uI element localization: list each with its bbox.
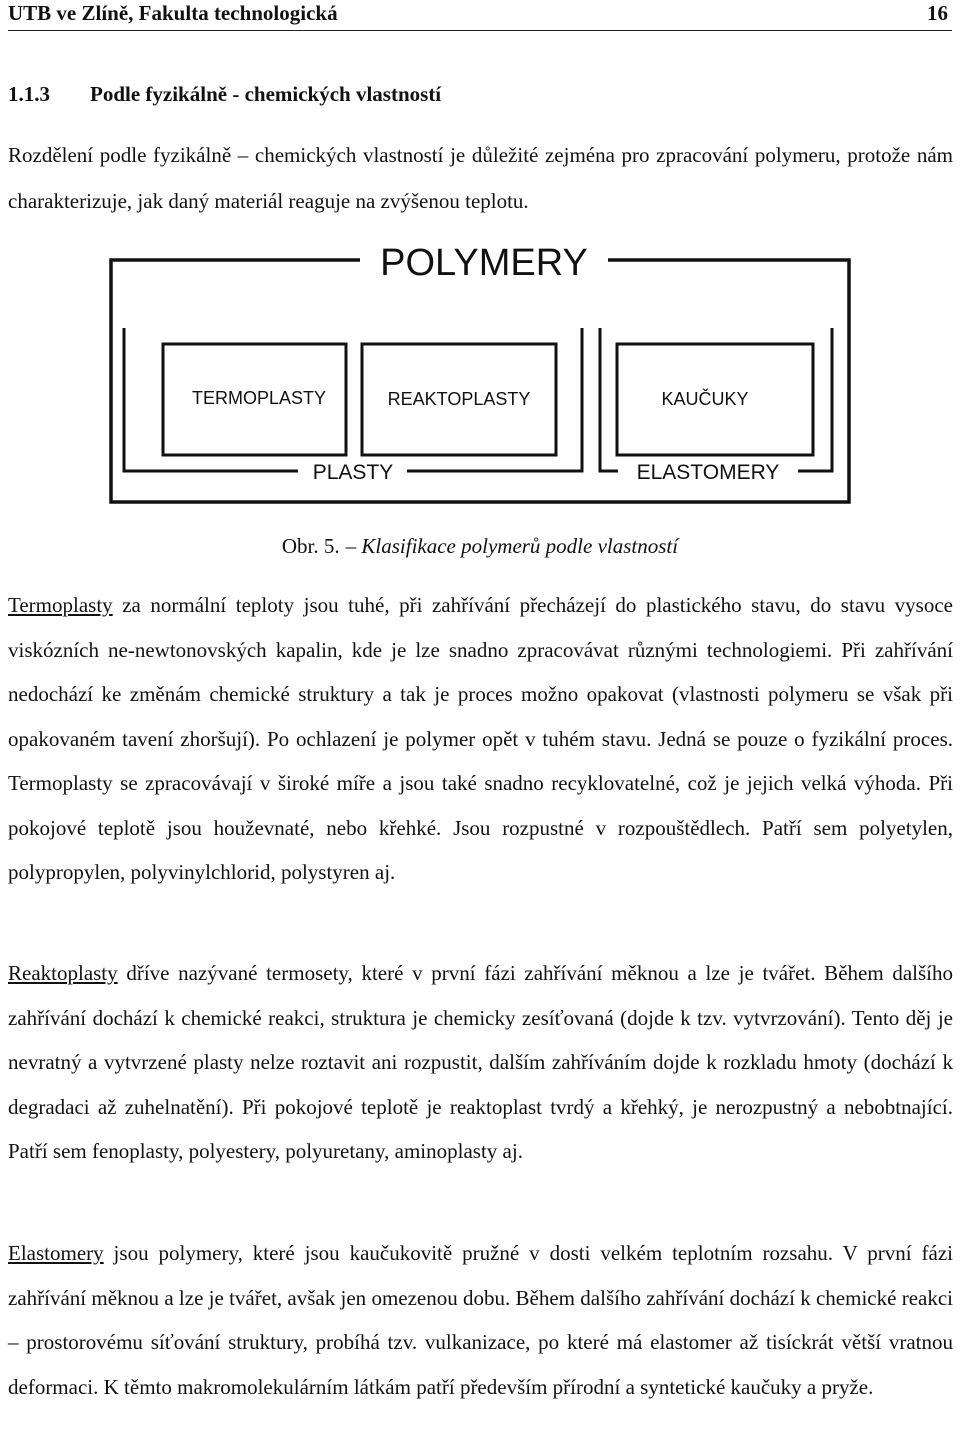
section-heading [8, 82, 441, 107]
elastomery-term: Elastomery [8, 1241, 104, 1265]
page-header [8, 0, 952, 31]
termoplasty-text: za normální teploty jsou tuhé, při zahřívání přecházejí do plastického stavu, do stavu vysoce viskózních ne-newtonovských kapalin, kde je lze snadno zpracovávat různými technologiemi. Při zahřívání nedochází ke změnám chemické struktury a tak je proces možno opakovat (vlastnosti polymeru se však při opakovaném tavení zhoršují). Po ochlazení je polymer opět v tuhém stavu. Jedná se pouze o fyzikální proces. Termoplasty se zpracovávají v široké míře a jsou také snadno recyklovatelné, což je jejich velká výhoda. Při pokojové teplotě jsou houževnaté, nebo křehké. Jsou rozpustné v rozpouštědlech. Patří sem polyetylen, polypropylen, polyvinylchlorid, polystyren aj. [8, 593, 953, 884]
termoplasty-box-label: TERMOPLASTY [191, 388, 327, 408]
elastomery-text: jsou polymery, které jsou kaučukovitě pružné v dosti velkém teplotním rozsahu. V první fázi zahřívání měknou a lze je tvářet, avšak jen omezenou dobu. Během dalšího zahřívání dochází k chemické reakci – prostorovému síťování struktury, probíhá tzv. vulkanizace, po které má elastomer až tisíckrát větší vratnou deformaci. K těmto makromolekulárním látkám patří především přírodní a syntetické kaučuky a pryže. [8, 1241, 953, 1399]
section-title: Podle fyzikálně - chemických vlastností [90, 82, 442, 106]
reaktoplasty-paragraph [8, 951, 953, 1174]
elastomery-paragraph [8, 1231, 953, 1409]
termoplasty-paragraph [8, 583, 953, 895]
section-number: 1.1.3 [8, 82, 50, 106]
polymer-classification-diagram [108, 232, 853, 507]
figure-caption-label: Obr. 5. [281, 534, 340, 558]
reaktoplasty-text: dříve nazývané termosety, které v první fázi zahřívání měknou a lze je tvářet. Během dalšího zahřívání dochází k chemické reakci, struktura je chemicky zesíťovaná (dojde k tzv. vytvrzování). Tento děj je nevratný a vytvrzené plasty nelze roztavit ani rozpustit, dalším zahříváním dojde k rozkladu hmoty (dochází k degradaci až zuhelnatění). Při pokojové teplotě je reaktoplast tvrdý a křehký, je nerozpustný a nebobtnající. Patří sem fenoplasty, polyestery, polyuretany, aminoplasty aj. [8, 961, 953, 1163]
plasty-group-label: PLASTY [312, 461, 394, 484]
kaucuky-box-label: KAUČUKY [661, 389, 749, 409]
termoplasty-term: Termoplasty [8, 593, 113, 617]
figure-caption [0, 534, 960, 559]
reaktoplasty-term: Reaktoplasty [8, 961, 118, 985]
diagram-svg [108, 232, 853, 507]
intro-paragraph: Rozdělení podle fyzikálně – chemických vlastností je důležité zejména pro zpracování polymeru, protože nám charakterizuje, jak daný materiál reaguje na zvýšenou teplotu. [8, 143, 953, 213]
diagram-title: POLYMERY [380, 242, 588, 284]
elastomery-group-label: ELASTOMERY [636, 461, 780, 484]
page-number: 16 [927, 1, 948, 25]
reaktoplasty-box-label: REAKTOPLASTY [387, 389, 531, 409]
figure-caption-title: – Klasifikace polymerů podle vlastností [345, 534, 679, 558]
institution-name: UTB ve Zlíně, Fakulta technologická [8, 1, 338, 25]
